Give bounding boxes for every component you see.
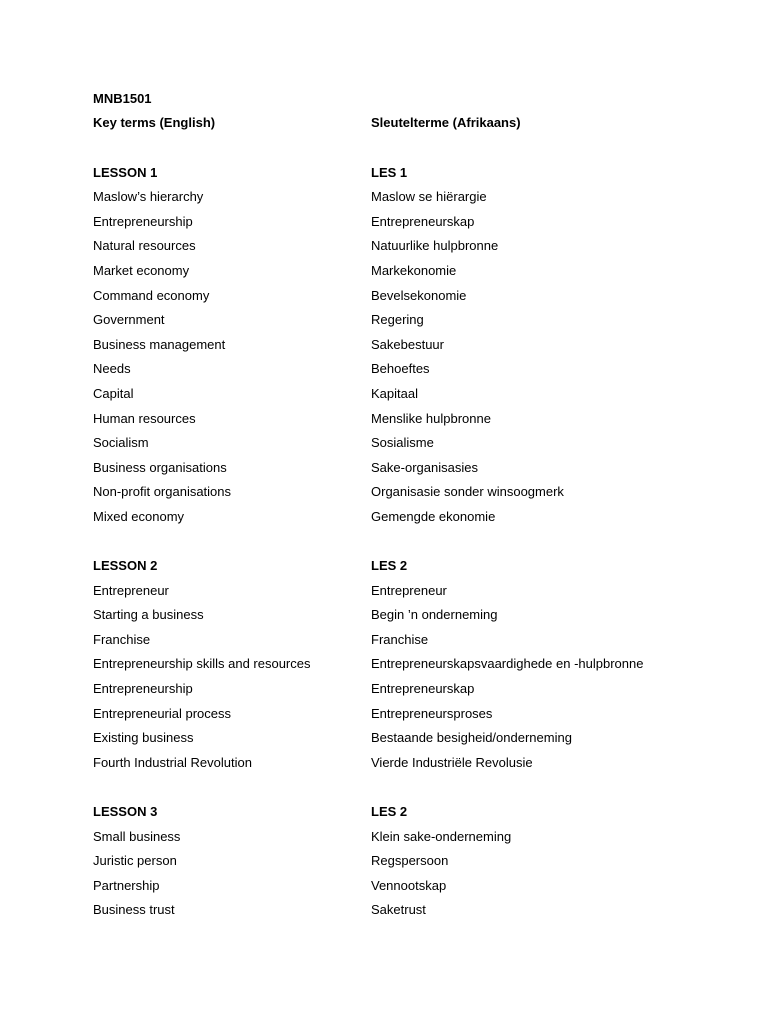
term-english: Juristic person [93, 853, 177, 869]
term-english: Market economy [93, 262, 190, 278]
section-spacer [93, 529, 713, 554]
term-english: Franchise [93, 631, 151, 647]
term-row [93, 848, 713, 873]
term-row [93, 234, 713, 259]
term-afrikaans: Saketrust [371, 902, 426, 918]
term-english: Partnership [93, 877, 160, 893]
term-afrikaans: Gemengde ekonomie [371, 508, 496, 524]
term-afrikaans: Begin ’n onderneming [371, 607, 498, 623]
term-afrikaans: Entrepreneurskap [371, 213, 475, 229]
term-english: Business organisations [93, 459, 227, 475]
lesson-title-english: LESSON 2 [93, 558, 158, 574]
term-afrikaans: Sake-organisasies [371, 459, 478, 475]
term-afrikaans: Bestaande besigheid/onderneming [371, 730, 572, 746]
term-afrikaans: Entrepreneurskap [371, 681, 475, 697]
term-english: Entrepreneurship skills and resources [93, 656, 311, 672]
term-afrikaans: Vierde Industriële Revolusie [371, 754, 533, 770]
term-row [93, 873, 713, 898]
section-spacer [93, 775, 713, 800]
term-row [93, 676, 713, 701]
lesson-title-afrikaans: LES 1 [371, 164, 408, 180]
term-row [93, 357, 713, 382]
term-afrikaans: Entrepreneurskapsvaardighede en -hulpbronne [371, 656, 644, 672]
lessons-container [93, 135, 713, 922]
term-afrikaans: Franchise [371, 631, 429, 647]
document-page [93, 86, 713, 922]
term-afrikaans: Sakebestuur [371, 336, 444, 352]
term-afrikaans: Klein sake-onderneming [371, 828, 512, 844]
term-afrikaans: Regering [371, 312, 424, 328]
term-english: Command economy [93, 287, 210, 303]
term-english: Business management [93, 336, 226, 352]
lesson-heading-row [93, 553, 713, 578]
term-row [93, 406, 713, 431]
term-row [93, 824, 713, 849]
lesson-title-english: LESSON 1 [93, 164, 158, 180]
section-spacer [93, 135, 713, 160]
term-row [93, 209, 713, 234]
term-english: Entrepreneurship [93, 681, 193, 697]
header-afrikaans: Sleutelterme (Afrikaans) [371, 115, 521, 131]
term-row [93, 701, 713, 726]
term-english: Human resources [93, 410, 196, 426]
term-row [93, 480, 713, 505]
term-english: Needs [93, 361, 131, 377]
lesson-heading-row [93, 799, 713, 824]
term-english: Entrepreneurial process [93, 705, 232, 721]
term-afrikaans: Kapitaal [371, 385, 418, 401]
term-english: Small business [93, 828, 181, 844]
term-english: Starting a business [93, 607, 204, 623]
term-afrikaans: Regspersoon [371, 853, 449, 869]
term-row [93, 652, 713, 677]
term-afrikaans: Behoeftes [371, 361, 430, 377]
term-afrikaans: Bevelsekonomie [371, 287, 467, 303]
term-afrikaans: Vennootskap [371, 877, 447, 893]
term-english: Maslow’s hierarchy [93, 189, 204, 205]
term-row [93, 602, 713, 627]
term-row [93, 307, 713, 332]
term-english: Entrepreneur [93, 582, 169, 598]
term-row [93, 332, 713, 357]
term-row [93, 725, 713, 750]
term-row [93, 455, 713, 480]
term-row [93, 258, 713, 283]
term-english: Natural resources [93, 238, 196, 254]
term-row [93, 750, 713, 775]
term-english: Socialism [93, 435, 149, 451]
term-row [93, 504, 713, 529]
term-english: Non-profit organisations [93, 484, 232, 500]
term-row [93, 184, 713, 209]
term-afrikaans: Maslow se hiërargie [371, 189, 487, 205]
header-english: Key terms (English) [93, 115, 216, 131]
lesson-title-afrikaans: LES 2 [371, 804, 408, 820]
term-english: Mixed economy [93, 508, 185, 524]
course-code: MNB1501 [93, 90, 152, 106]
term-english: Entrepreneurship [93, 213, 193, 229]
term-row [93, 381, 713, 406]
term-row [93, 898, 713, 923]
term-afrikaans: Entrepreneursproses [371, 705, 493, 721]
lesson-title-afrikaans: LES 2 [371, 558, 408, 574]
term-row [93, 283, 713, 308]
term-row [93, 627, 713, 652]
term-english: Existing business [93, 730, 194, 746]
column-headers [93, 111, 713, 136]
term-afrikaans: Sosialisme [371, 435, 434, 451]
term-english: Government [93, 312, 165, 328]
term-english: Business trust [93, 902, 175, 918]
term-afrikaans: Natuurlike hulpbronne [371, 238, 499, 254]
term-afrikaans: Entrepreneur [371, 582, 447, 598]
term-afrikaans: Organisasie sonder winsoogmerk [371, 484, 564, 500]
term-afrikaans: Menslike hulpbronne [371, 410, 491, 426]
lesson-heading-row [93, 160, 713, 185]
term-english: Capital [93, 385, 134, 401]
term-english: Fourth Industrial Revolution [93, 754, 252, 770]
term-row [93, 430, 713, 455]
course-code-row [93, 86, 713, 111]
term-afrikaans: Markekonomie [371, 262, 457, 278]
lesson-title-english: LESSON 3 [93, 804, 158, 820]
term-row [93, 578, 713, 603]
